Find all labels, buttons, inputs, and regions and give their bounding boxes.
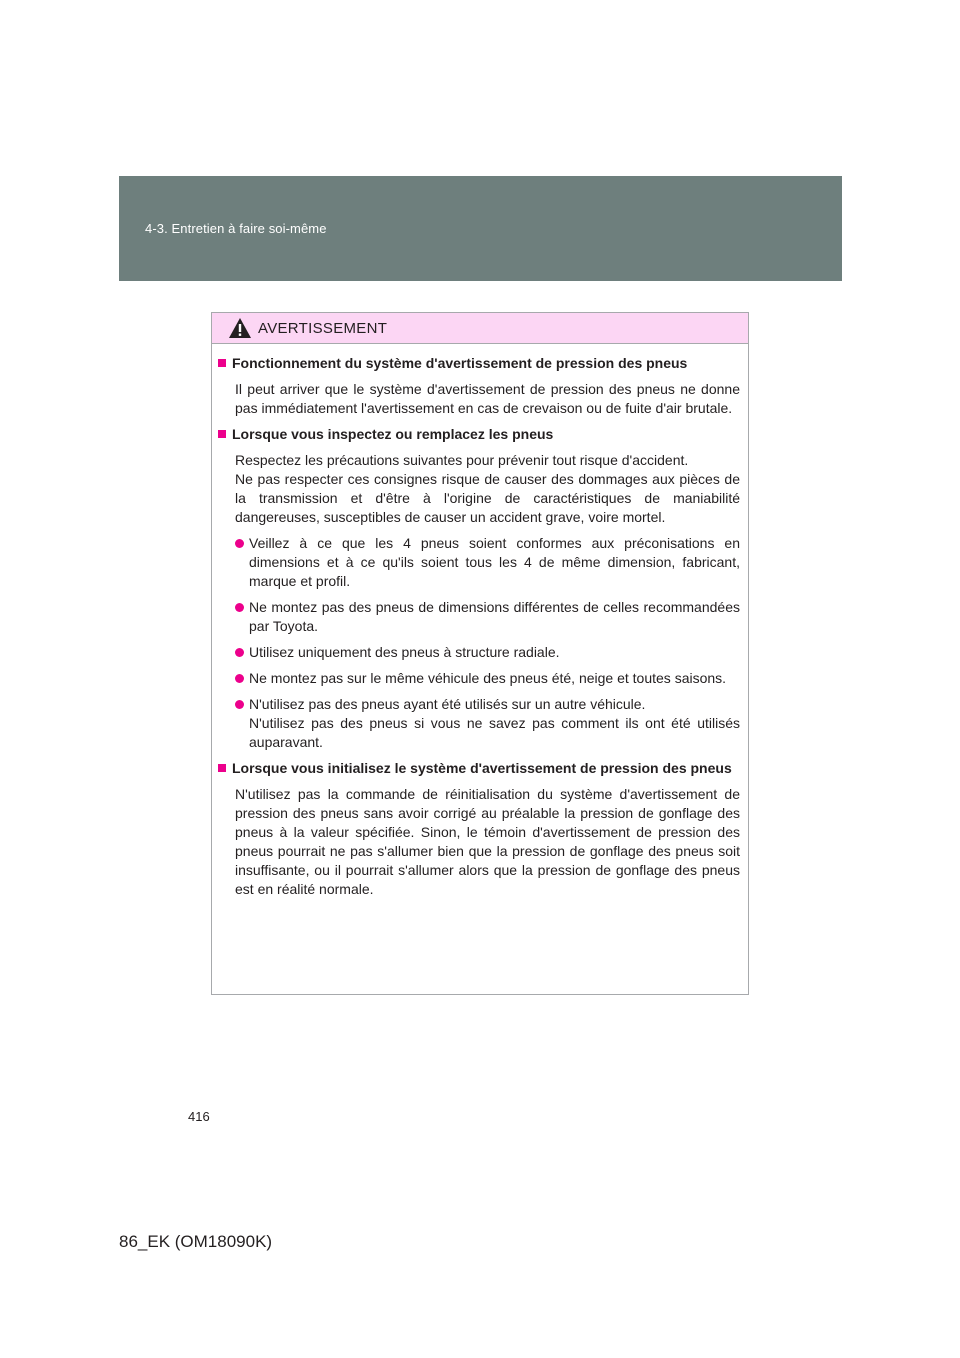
square-bullet-icon [218,764,226,772]
list-item: N'utilisez pas des pneus ayant été utilisés sur un autre véhicule. N'utilisez pas des pneus si vous ne savez pas comment ils ont été utilisés auparavant. [235,695,740,752]
square-bullet-icon [218,430,226,438]
section-tpms-operation [218,354,740,418]
warning-box [211,312,749,995]
paragraph: Ne pas respecter ces consignes risque de causer des dommages aux pièces de la transmission et d'être à l'origine de caractéristiques de maniabilité dangereuses, susceptibles de causer un accident grave, voire mortel. [235,471,740,525]
section-title: 4-3. Entretien à faire soi-même [145,221,327,236]
circle-bullet-icon [235,603,244,612]
page-number: 416 [188,1109,210,1124]
list-item: Veillez à ce que les 4 pneus soient conformes aux préconisations en dimensions et à ce qu'ils soient tous les 4 de même dimension, fabricant, marque et profil. [235,534,740,591]
section-heading: Lorsque vous inspectez ou remplacez les pneus [218,425,740,444]
square-bullet-icon [218,359,226,367]
warning-triangle-icon [228,317,252,339]
circle-bullet-icon [235,700,244,709]
warning-title: AVERTISSEMENT [258,319,388,337]
paragraph: Il peut arriver que le système d'avertissement de pression des pneus ne donne pas immédiatement l'avertissement en cas de crevaison ou de fuite d'air brutale. [235,381,740,416]
list-item: Ne montez pas sur le même véhicule des pneus été, neige et toutes saisons. [235,669,740,688]
warning-header [212,313,748,344]
document-code: 86_EK (OM18090K) [119,1232,273,1251]
list-item: Ne montez pas des pneus de dimensions différentes de celles recommandées par Toyota. [235,598,740,636]
warning-body [212,344,748,899]
list-item: Utilisez uniquement des pneus à structure radiale. [235,643,740,662]
section-heading: Fonctionnement du système d'avertissement de pression des pneus [218,354,740,373]
circle-bullet-icon [235,539,244,548]
section-heading: Lorsque vous initialisez le système d'avertissement de pression des pneus [218,759,740,778]
section-tpms-initialize [218,759,740,899]
circle-bullet-icon [235,648,244,657]
circle-bullet-icon [235,674,244,683]
section-inspect-replace-tires [218,425,740,752]
paragraph: Respectez les précautions suivantes pour prévenir tout risque d'accident. [235,452,689,468]
paragraph: N'utilisez pas la commande de réinitialisation du système d'avertissement de pression des pneus sans avoir corrigé au préalable la pression de gonflage des pneus à la valeur spécifiée. Sinon, le témoin d'avertissement de pression des pneus pourrait ne pas s'allumer bien que la pression de gonflage des pneus soit insuffisante, ou il pourrait s'allumer alors que la pression de gonflage des pneus est en réalité normale. [235,786,740,897]
section-header-band [119,176,842,281]
